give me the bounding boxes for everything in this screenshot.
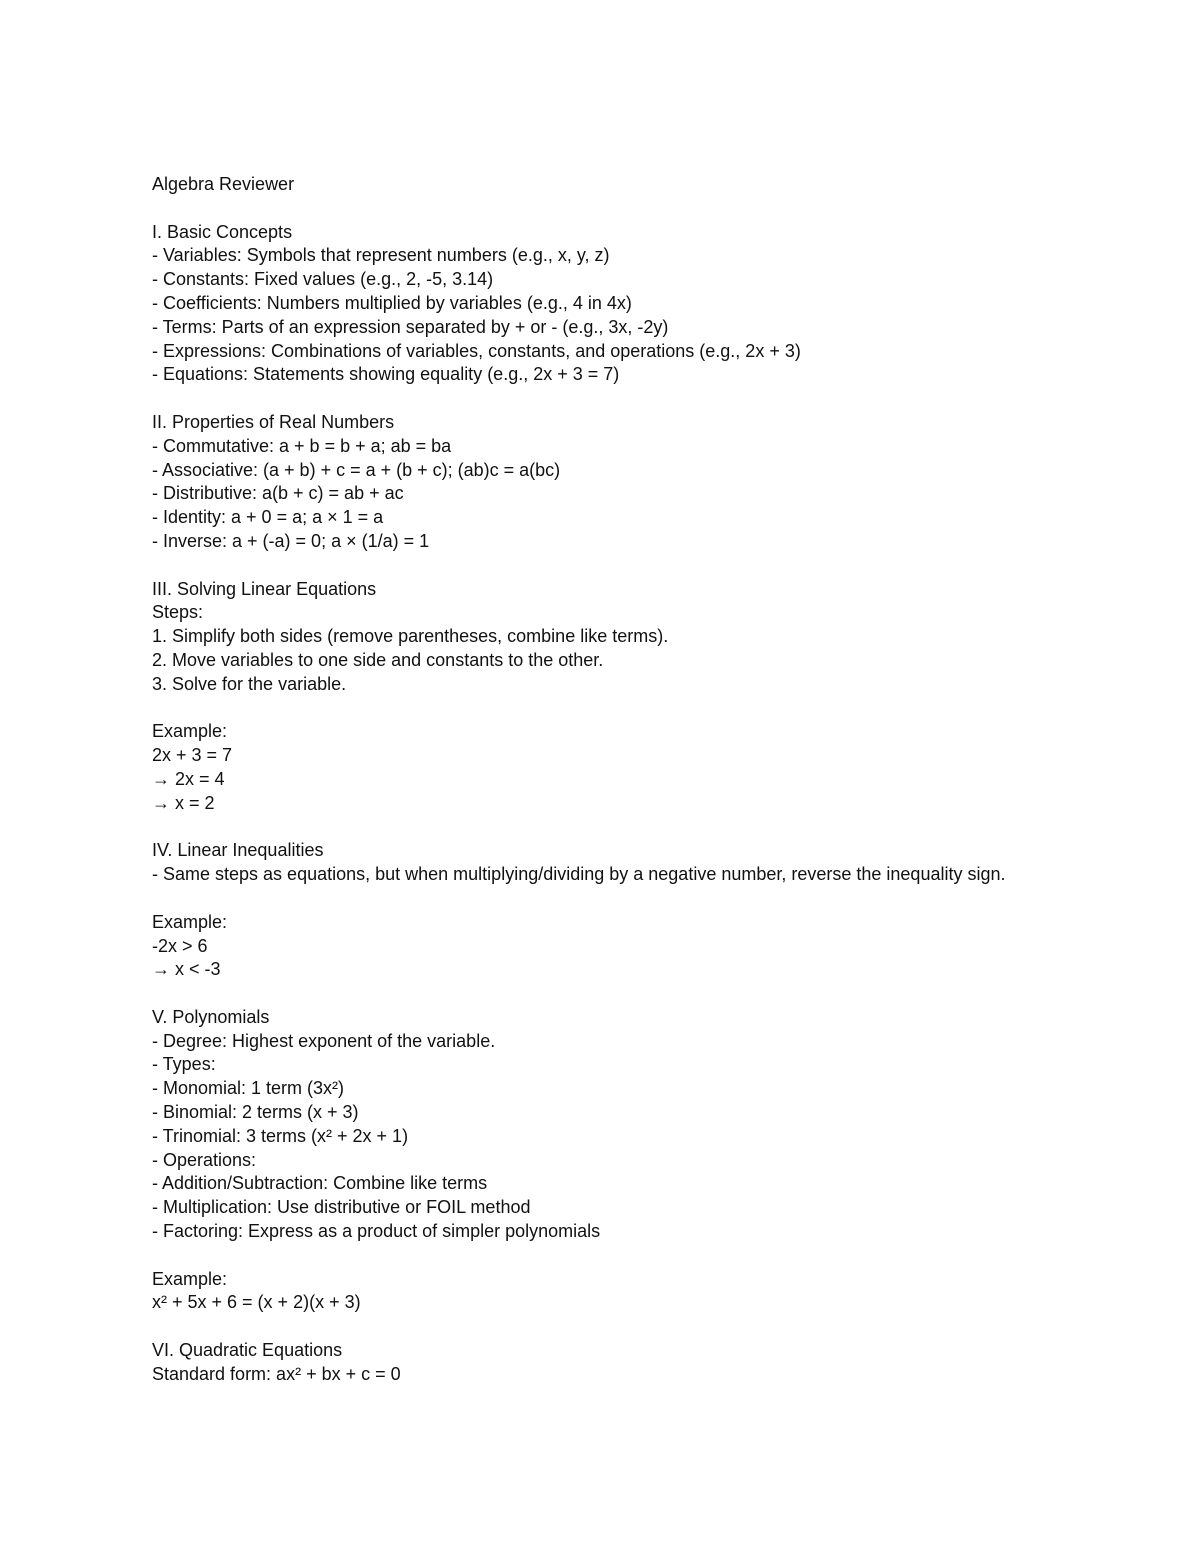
- list-item: - Expressions: Combinations of variables, constants, and operations (e.g., 2x + 3): [152, 340, 801, 361]
- example-line: → 2x = 4: [152, 768, 225, 789]
- section-linear-inequalities: [152, 839, 1052, 982]
- list-item: 2. Move variables to one side and constants to the other.: [152, 649, 604, 670]
- list-item: - Operations:: [152, 1149, 257, 1170]
- list-item: Standard form: ax² + bx + c = 0: [152, 1363, 401, 1384]
- list-item: - Coefficients: Numbers multiplied by variables (e.g., 4 in 4x): [152, 292, 632, 313]
- list-item: - Multiplication: Use distributive or FOIL method: [152, 1197, 531, 1218]
- example-line: x² + 5x + 6 = (x + 2)(x + 3): [152, 1292, 361, 1313]
- list-item: - Constants: Fixed values (e.g., 2, -5, 3.14): [152, 269, 494, 290]
- list-item: - Identity: a + 0 = a; a × 1 = a: [152, 507, 384, 528]
- list-item: - Monomial: 1 term (3x²): [152, 1078, 345, 1099]
- spacer: [152, 1244, 1052, 1268]
- list-item: - Terms: Parts of an expression separated by + or - (e.g., 3x, -2y): [152, 316, 669, 337]
- list-item: - Types:: [152, 1054, 216, 1075]
- document-title: Algebra Reviewer: [152, 174, 295, 194]
- example-label: Example:: [152, 911, 228, 932]
- section-heading: V. Polynomials: [152, 1006, 270, 1027]
- document-page: [152, 173, 1052, 1410]
- example-line: → x < -3: [152, 959, 221, 980]
- section-heading: IV. Linear Inequalities: [152, 840, 324, 861]
- list-item: - Variables: Symbols that represent numbers (e.g., x, y, z): [152, 245, 610, 266]
- section-heading: VI. Quadratic Equations: [152, 1340, 343, 1361]
- list-item: - Binomial: 2 terms (x + 3): [152, 1102, 359, 1123]
- list-item: - Inverse: a + (-a) = 0; a × (1/a) = 1: [152, 530, 430, 551]
- section-properties-real-numbers: [152, 411, 1052, 554]
- list-item: 3. Solve for the variable.: [152, 673, 347, 694]
- list-item: - Commutative: a + b = b + a; ab = ba: [152, 435, 452, 456]
- example-line: → x = 2: [152, 792, 215, 813]
- spacer: [152, 697, 1052, 721]
- list-item: - Addition/Subtraction: Combine like terms: [152, 1173, 488, 1194]
- list-item: - Trinomial: 3 terms (x² + 2x + 1): [152, 1125, 409, 1146]
- section-basic-concepts: [152, 221, 1052, 388]
- example-label: Example:: [152, 1268, 228, 1289]
- section-polynomials: [152, 1006, 1052, 1315]
- list-item: - Degree: Highest exponent of the variable.: [152, 1030, 496, 1051]
- list-item: - Factoring: Express as a product of simpler polynomials: [152, 1221, 601, 1242]
- section-quadratic-equations: [152, 1339, 1052, 1387]
- example-label: Example:: [152, 721, 228, 742]
- example-line: -2x > 6: [152, 935, 208, 956]
- list-item: - Equations: Statements showing equality (e.g., 2x + 3 = 7): [152, 364, 620, 385]
- section-heading: III. Solving Linear Equations: [152, 578, 377, 599]
- list-item: 1. Simplify both sides (remove parentheses, combine like terms).: [152, 626, 669, 647]
- list-item: - Same steps as equations, but when multiplying/dividing by a negative number, reverse the inequality sign.: [152, 864, 1006, 885]
- section-heading: I. Basic Concepts: [152, 221, 293, 242]
- section-solving-linear-equations: [152, 578, 1052, 816]
- list-item: Steps:: [152, 602, 204, 623]
- example-line: 2x + 3 = 7: [152, 745, 233, 766]
- spacer: [152, 887, 1052, 911]
- section-heading: II. Properties of Real Numbers: [152, 411, 395, 432]
- list-item: - Associative: (a + b) + c = a + (b + c); (ab)c = a(bc): [152, 459, 561, 480]
- list-item: - Distributive: a(b + c) = ab + ac: [152, 483, 404, 504]
